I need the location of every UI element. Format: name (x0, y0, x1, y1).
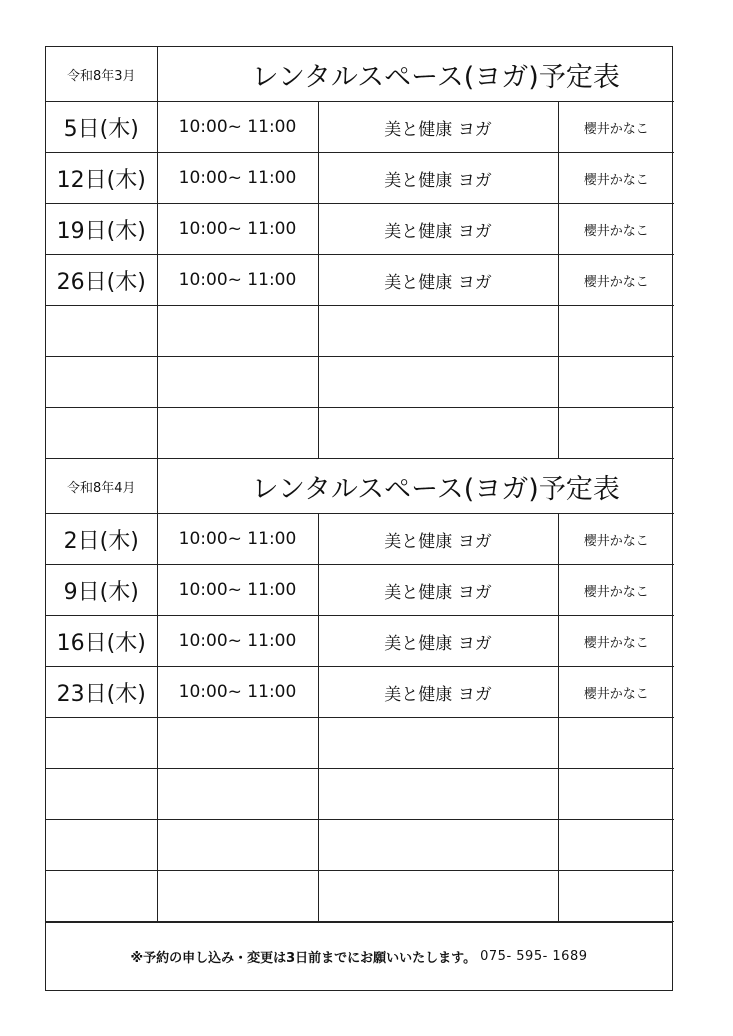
class-name-cell (318, 871, 558, 922)
time-cell (157, 871, 318, 922)
teacher-cell (558, 357, 674, 408)
class-name-cell: 美と健康 ヨガ (318, 204, 558, 255)
time-cell (157, 306, 318, 357)
class-name-cell: 美と健康 ヨガ (318, 255, 558, 306)
time-cell: 10:00~ 11:00 (157, 565, 318, 616)
teacher-cell (558, 769, 674, 820)
month-header-row (46, 47, 674, 102)
footer-note: ※予約の申し込み・変更は3日前までにお願いいたします。 (130, 951, 477, 966)
class-name-cell (318, 820, 558, 871)
date-cell: 9日(木) (46, 565, 157, 616)
date-cell: 19日(木) (46, 204, 157, 255)
table-row (46, 204, 674, 255)
teacher-cell: 櫻井かなこ (558, 565, 674, 616)
class-name-cell: 美と健康 ヨガ (318, 667, 558, 718)
time-cell: 10:00~ 11:00 (157, 667, 318, 718)
table-row (46, 871, 674, 922)
month-label: 令和8年4月 (46, 459, 157, 514)
class-name-cell (318, 769, 558, 820)
date-cell: 23日(木) (46, 667, 157, 718)
time-cell (157, 769, 318, 820)
schedule-title: レンタルスペース(ヨガ)予定表 (157, 459, 674, 514)
time-cell: 10:00~ 11:00 (157, 204, 318, 255)
table-row (46, 565, 674, 616)
table-row (46, 769, 674, 820)
date-cell: 16日(木) (46, 616, 157, 667)
class-name-cell (318, 718, 558, 769)
table-row (46, 408, 674, 459)
date-cell: 12日(木) (46, 153, 157, 204)
teacher-cell: 櫻井かなこ (558, 667, 674, 718)
footer-phone: 075- 595- 1689 (480, 949, 588, 964)
schedule-table (46, 47, 674, 922)
class-name-cell: 美と健康 ヨガ (318, 153, 558, 204)
date-cell (46, 306, 157, 357)
time-cell: 10:00~ 11:00 (157, 102, 318, 153)
teacher-cell (558, 820, 674, 871)
time-cell: 10:00~ 11:00 (157, 153, 318, 204)
table-row (46, 357, 674, 408)
date-cell (46, 820, 157, 871)
class-name-cell: 美と健康 ヨガ (318, 102, 558, 153)
table-row (46, 820, 674, 871)
footer-note-box (46, 922, 672, 990)
teacher-cell: 櫻井かなこ (558, 514, 674, 565)
class-name-cell: 美と健康 ヨガ (318, 616, 558, 667)
class-name-cell: 美と健康 ヨガ (318, 514, 558, 565)
month-label: 令和8年3月 (46, 47, 157, 102)
time-cell (157, 820, 318, 871)
time-cell: 10:00~ 11:00 (157, 616, 318, 667)
time-cell (157, 408, 318, 459)
date-cell: 26日(木) (46, 255, 157, 306)
date-cell (46, 718, 157, 769)
table-row (46, 153, 674, 204)
table-row (46, 667, 674, 718)
date-cell: 2日(木) (46, 514, 157, 565)
teacher-cell: 櫻井かなこ (558, 204, 674, 255)
teacher-cell: 櫻井かなこ (558, 153, 674, 204)
table-row (46, 306, 674, 357)
date-cell (46, 408, 157, 459)
class-name-cell: 美と健康 ヨガ (318, 565, 558, 616)
table-row (46, 514, 674, 565)
schedule-sheet (45, 46, 673, 991)
teacher-cell: 櫻井かなこ (558, 616, 674, 667)
table-row (46, 255, 674, 306)
table-row (46, 102, 674, 153)
time-cell (157, 357, 318, 408)
time-cell: 10:00~ 11:00 (157, 255, 318, 306)
table-row (46, 616, 674, 667)
schedule-title: レンタルスペース(ヨガ)予定表 (157, 47, 674, 102)
time-cell (157, 718, 318, 769)
teacher-cell (558, 306, 674, 357)
teacher-cell: 櫻井かなこ (558, 102, 674, 153)
class-name-cell (318, 408, 558, 459)
month-header-row (46, 459, 674, 514)
date-cell: 5日(木) (46, 102, 157, 153)
teacher-cell (558, 871, 674, 922)
teacher-cell (558, 718, 674, 769)
date-cell (46, 357, 157, 408)
class-name-cell (318, 357, 558, 408)
date-cell (46, 769, 157, 820)
table-row (46, 718, 674, 769)
class-name-cell (318, 306, 558, 357)
teacher-cell: 櫻井かなこ (558, 255, 674, 306)
date-cell (46, 871, 157, 922)
teacher-cell (558, 408, 674, 459)
time-cell: 10:00~ 11:00 (157, 514, 318, 565)
